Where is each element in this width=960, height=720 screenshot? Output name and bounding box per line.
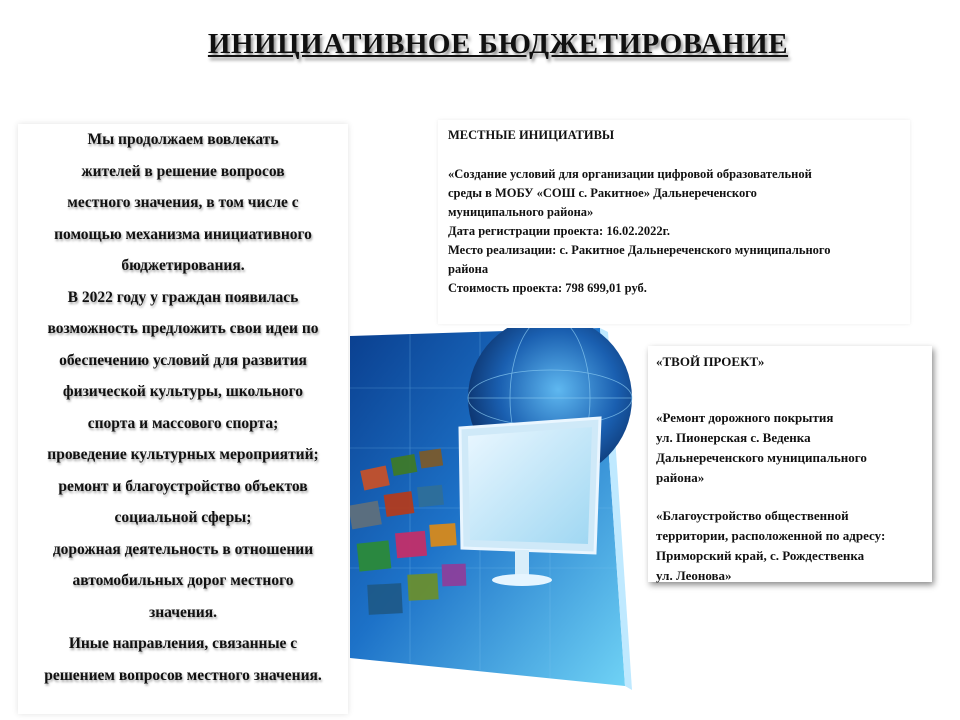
intro-line: бюджетирования.	[121, 257, 245, 274]
project-line: ул. Пионерская с. Веденка	[656, 430, 811, 445]
intro-line: физической культуры, школьного	[62, 383, 304, 400]
intro-line: ремонт и благоустройство объектов	[58, 477, 308, 495]
intro-line: помощью механизма инициативного	[54, 225, 312, 243]
page-title: ИНИЦИАТИВНОЕ БЮДЖЕТИРОВАНИЕ	[207, 28, 789, 60]
your-project-box	[648, 346, 932, 582]
project-line: «Благоустройство общественной	[656, 508, 849, 523]
project-line: «Ремонт дорожного покрытия	[656, 410, 834, 425]
initiative-line: Стоимость проекта: 798 699,01 руб.	[448, 281, 647, 295]
initiative-line: Место реализации: с. Ракитное Дальнереченского муниципального	[448, 243, 831, 257]
project-line: территории, расположенной по адресу:	[656, 528, 886, 543]
project-line: Дальнереченского муниципального	[656, 450, 867, 465]
initiative-line: Дата регистрации проекта: 16.02.2022г.	[448, 224, 670, 238]
project-line: Приморский край, с. Рождественка	[656, 548, 865, 563]
intro-line: местного значения, в том числе с	[67, 194, 299, 211]
intro-line: проведение культурных мероприятий;	[47, 446, 319, 463]
initiative-line: района	[448, 262, 489, 276]
intro-line: социальной сферы;	[114, 509, 252, 526]
intro-line: решением вопросов местного значения.	[44, 666, 322, 684]
intro-line: спорта и массового спорта;	[87, 414, 279, 432]
project-line: района»	[656, 470, 705, 485]
intro-line: обеспечению условий для развития	[59, 351, 307, 369]
intro-line: автомобильных дорог местного	[72, 572, 294, 589]
intro-line: В 2022 году у граждан появилась	[67, 288, 299, 306]
intro-line: жителей в решение вопросов	[81, 162, 285, 180]
initiative-line: «Создание условий для организации цифровой образовательной	[448, 167, 812, 181]
intro-text	[18, 124, 348, 691]
local-initiatives-heading: МЕСТНЫЕ ИНИЦИАТИВЫ	[448, 128, 615, 142]
initiative-line: среды в МОБУ «СОШ с. Ракитное» Дальнереченского	[448, 186, 757, 200]
intro-line: дорожная деятельность в отношении	[52, 540, 314, 558]
local-initiatives-box	[438, 120, 910, 324]
initiative-line: муниципального района»	[448, 205, 594, 219]
intro-line: Иные направления, связанные с	[68, 635, 298, 652]
project-line: ул. Леонова»	[656, 568, 732, 583]
intro-line: Мы продолжаем вовлекать	[87, 131, 279, 148]
your-project-heading: «ТВОЙ ПРОЕКТ»	[656, 354, 765, 369]
intro-line: возможность предложить свои идеи по	[47, 320, 319, 337]
intro-line: значения.	[148, 603, 218, 621]
digital-world-illustration	[350, 328, 640, 698]
